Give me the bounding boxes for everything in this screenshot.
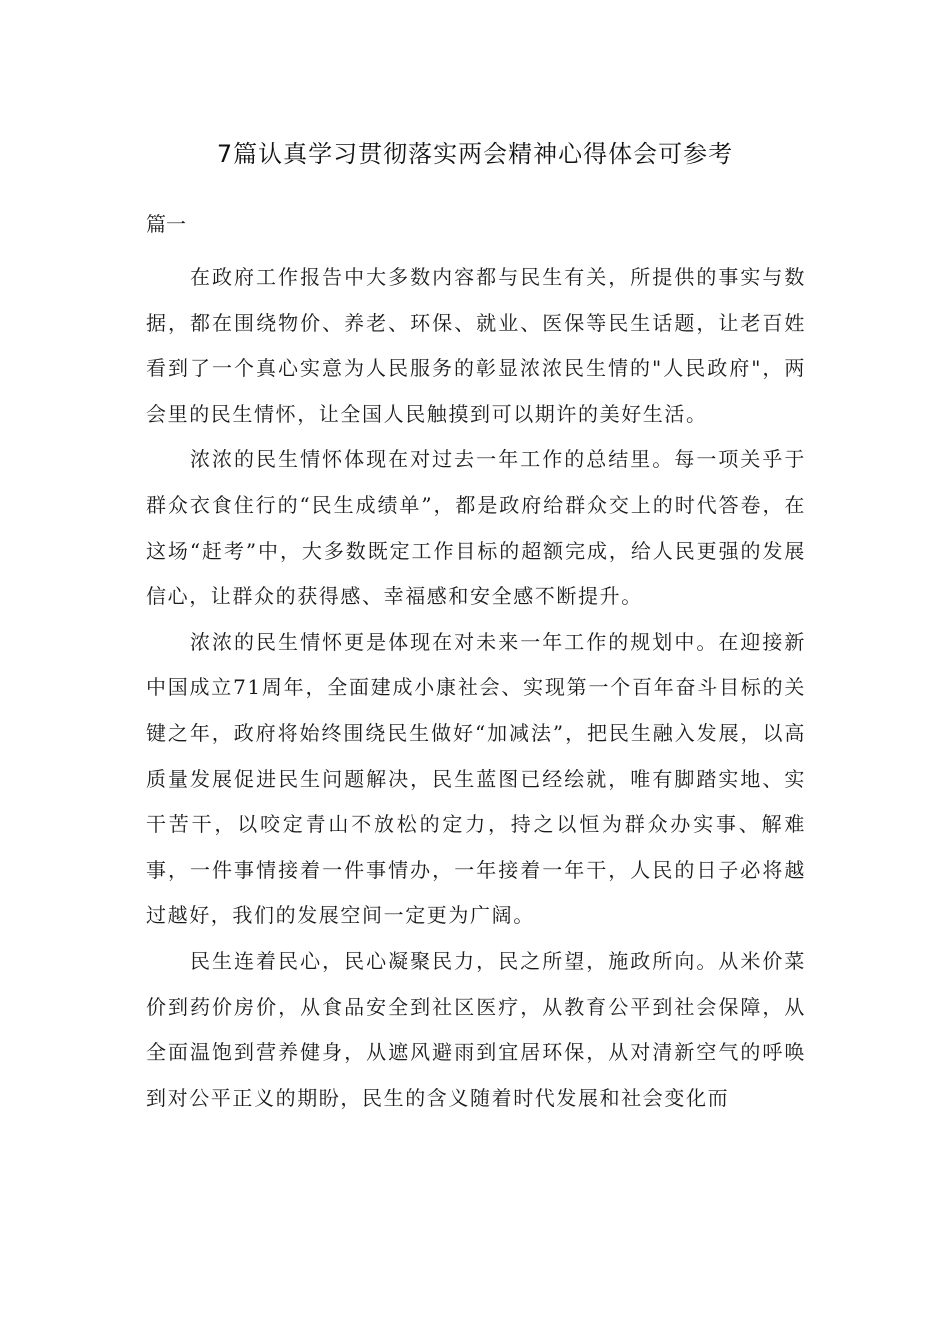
paragraph: 民生连着民心，民心凝聚民力，民之所望，施政所向。从米价菜价到药价房价，从食品安全到社区医疗，从教育公平到社会保障，从全面温饱到营养健身，从遮风避雨到宜居环保，从对清新空气的呼唤到对公平正义的期盼，民生的含义随着时代发展和社会变化而	[146, 948, 806, 1110]
document-title: 7篇认真学习贯彻落实两会精神心得体会可参考	[216, 140, 734, 168]
paragraph: 浓浓的民生情怀体现在对过去一年工作的总结里。每一项关乎于群众衣食住行的“民生成绩单”，都是政府给群众交上的时代答卷，在这场“赶考”中，大多数既定工作目标的超额完成，给人民更强的发展信心，让群众的获得感、幸福感和安全感不断提升。	[146, 447, 806, 609]
section-heading: 篇一	[146, 212, 186, 236]
document-body	[146, 255, 806, 1121]
paragraph: 在政府工作报告中大多数内容都与民生有关，所提供的事实与数据，都在围绕物价、养老、环保、就业、医保等民生话题，让老百姓看到了一个真心实意为人民服务的彰显浓浓民生情的"人民政府"，两会里的民生情怀，让全国人民触摸到可以期许的美好生活。	[146, 265, 806, 426]
paragraph: 浓浓的民生情怀更是体现在对未来一年工作的规划中。在迎接新中国成立71周年，全面建成小康社会、实现第一个百年奋斗目标的关键之年，政府将始终围绕民生做好“加减法”，把民生融入发展，以高质量发展促进民生问题解决，民生蓝图已经绘就，唯有脚踏实地、实干苦干，以咬定青山不放松的定力，持之以恒为群众办实事、解难事，一件事情接着一件事情办，一年接着一年干，人民的日子必将越过越好，我们的发展空间一定更为广阔。	[146, 629, 806, 928]
